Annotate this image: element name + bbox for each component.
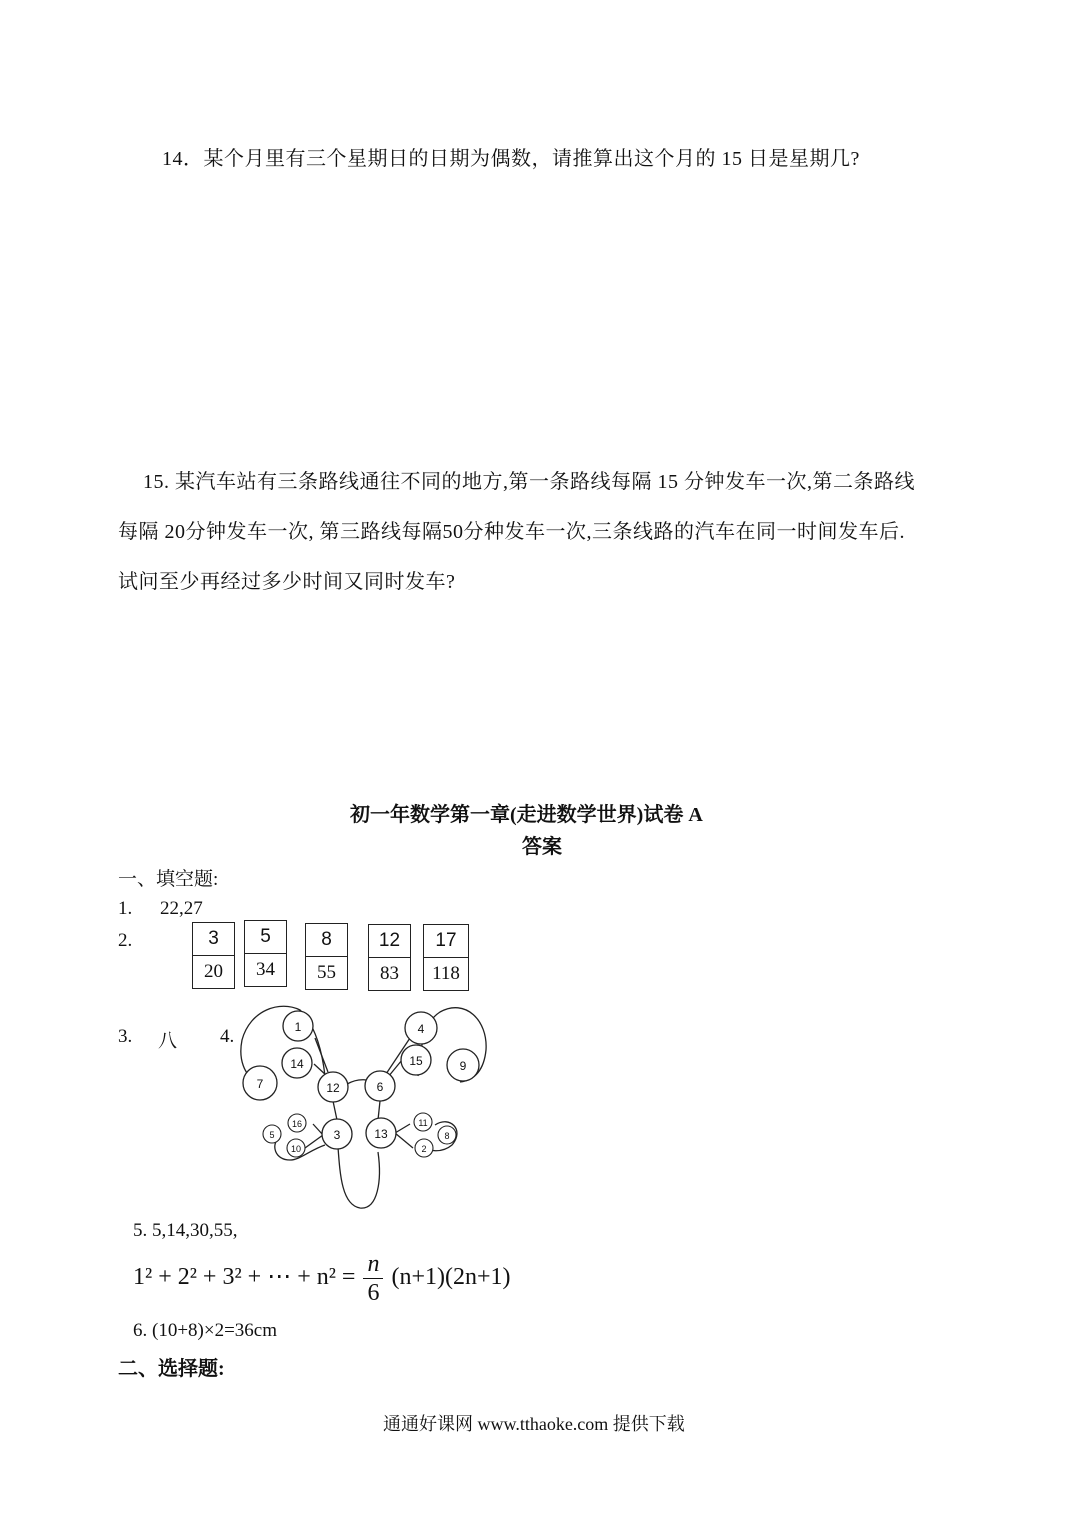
pair-bottom-value: 34 [256, 959, 275, 980]
number-pair-box [368, 924, 411, 991]
node-circle [263, 1125, 281, 1143]
section-fill-in: 一、填空题: [118, 869, 219, 890]
node-circle [243, 1066, 277, 1100]
circle-diagram [230, 1000, 500, 1215]
pair-top-value: 12 [369, 925, 410, 958]
pair-bottom-value: 83 [380, 963, 399, 984]
node-circle [282, 1048, 312, 1078]
node-label: 11 [418, 1118, 428, 1128]
node-label: 3 [333, 1128, 341, 1142]
node-circle [287, 1139, 305, 1157]
node-label: 4 [417, 1022, 425, 1036]
node-label: 15 [409, 1054, 423, 1068]
formula-denominator: 6 [367, 1280, 380, 1306]
answer-6-text: 6. (10+8)×2=36cm [133, 1320, 278, 1341]
node-label: 1 [294, 1020, 302, 1034]
node-circle [288, 1114, 306, 1132]
sum-of-squares-formula [133, 1250, 511, 1307]
pair-top-value: 3 [193, 923, 234, 956]
node-circle [415, 1139, 433, 1157]
formula-rhs: (n+1)(2n+1) [391, 1264, 511, 1291]
node-label: 14 [290, 1057, 304, 1071]
answer-1-number: 1. [118, 898, 133, 919]
node-label: 13 [374, 1127, 388, 1141]
answer-3-number: 3. [118, 1026, 133, 1047]
question-15-line-1: 15. 某汽车站有三条路线通往不同的地方,第一条路线每隔 15 分钟发车一次,第二条路线 [143, 471, 915, 493]
node-circle [405, 1012, 437, 1044]
formula-lhs: 1² + 2² + 3² + ⋯ + n² = [133, 1264, 356, 1291]
number-pair-box [244, 920, 287, 987]
pair-bottom-value: 20 [204, 961, 223, 982]
answer-3-text: 八 [158, 1031, 178, 1052]
node-label: 8 [444, 1131, 450, 1141]
node-label: 7 [256, 1077, 264, 1091]
answer-2-number: 2. [118, 930, 133, 951]
question-15-line-3: 试问至少再经过多少时间又同时发车? [118, 571, 456, 593]
answer-title: 初一年数学第一章(走进数学世界)试卷 A [350, 804, 703, 826]
node-circle [447, 1049, 479, 1081]
node-circle [366, 1118, 396, 1148]
pair-top-value: 17 [424, 925, 468, 958]
answer-4-number: 4. [220, 1026, 235, 1047]
node-circle [318, 1072, 348, 1102]
node-label: 2 [421, 1144, 427, 1154]
question-15-line-2: 每隔 20分钟发车一次, 第三路线每隔50分种发车一次,三条线路的汽车在同一时间发车后. [118, 521, 905, 543]
pair-bottom-value: 118 [432, 963, 460, 984]
formula-numerator: n [363, 1250, 383, 1279]
number-pair-box [192, 922, 235, 989]
pair-bottom-value: 55 [317, 962, 336, 983]
pair-top-value: 8 [306, 924, 347, 957]
question-14: 14．某个月里有三个星期日的日期为偶数，请推算出这个月的 15 日是星期几? [162, 148, 860, 170]
answer-5-text: 5. 5,14,30,55, [133, 1220, 238, 1241]
node-circle [365, 1071, 395, 1101]
node-circle [401, 1045, 431, 1075]
node-label: 10 [290, 1144, 302, 1154]
formula-fraction [363, 1250, 383, 1307]
node-label: 12 [326, 1081, 340, 1095]
node-circle [414, 1113, 432, 1131]
section-multiple-choice: 二、选择题: [118, 1358, 225, 1380]
node-label: 9 [459, 1059, 467, 1073]
node-label: 16 [291, 1119, 303, 1129]
number-pair-box [423, 924, 469, 991]
number-pair-box [305, 923, 348, 990]
page-footer: 通通好课网 www.tthaoke.com 提供下载 [383, 1414, 685, 1434]
node-circle [283, 1011, 313, 1041]
node-circle [438, 1126, 456, 1144]
answer-subtitle: 答案 [522, 836, 562, 858]
node-label: 5 [269, 1130, 275, 1140]
pair-top-value: 5 [245, 921, 286, 954]
node-label: 6 [376, 1080, 384, 1094]
answer-1-text: 22,27 [160, 898, 203, 919]
node-circle [322, 1119, 352, 1149]
